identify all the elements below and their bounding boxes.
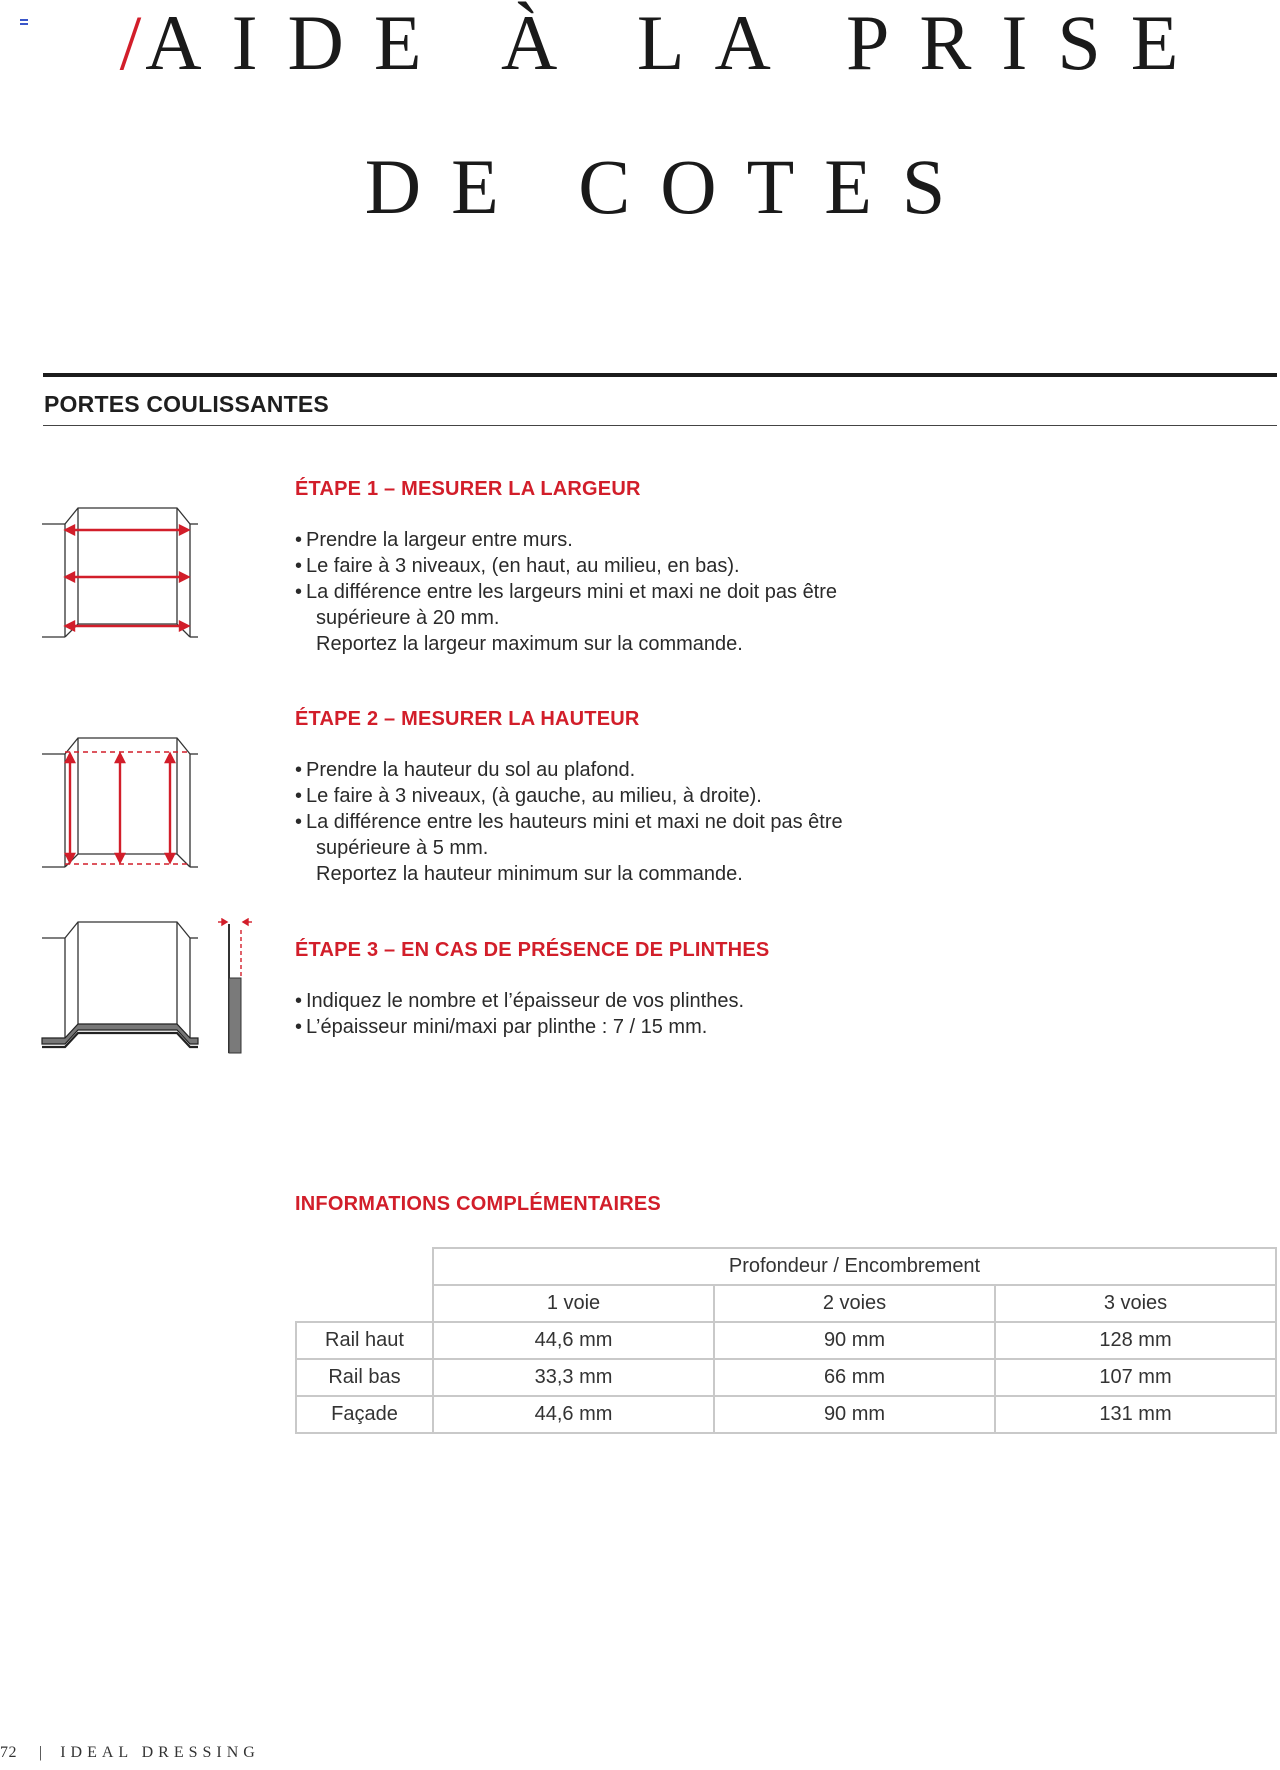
footer-brand: IDEAL DRESSING — [60, 1744, 260, 1761]
row-label: Rail haut — [296, 1322, 433, 1359]
section-title: PORTES COULISSANTES — [44, 391, 329, 417]
table-cell: 128 mm — [995, 1322, 1276, 1359]
step-2-bullets — [295, 757, 843, 887]
baseboard-thickness-icon — [216, 918, 262, 1054]
table-group-header: Profondeur / Encombrement — [433, 1248, 1276, 1285]
step-1-bullets — [295, 527, 837, 657]
height-measure-diagram-icon — [40, 734, 202, 870]
table-cell: 66 mm — [714, 1359, 995, 1396]
table-columns-row — [296, 1285, 1276, 1322]
width-measure-diagram-icon — [40, 504, 202, 640]
row-label: Façade — [296, 1396, 433, 1433]
table-cell: 44,6 mm — [433, 1396, 714, 1433]
table-row — [296, 1359, 1276, 1396]
list-item: • Le faire à 3 niveaux, (en haut, au milieu, en bas). — [295, 555, 740, 577]
column-header: 2 voies — [714, 1285, 995, 1322]
step-3-bullets — [295, 988, 744, 1040]
list-item: • Prendre la hauteur du sol au plafond. — [295, 759, 636, 781]
section-bottom-rule — [43, 425, 1277, 426]
step-3-heading: ÉTAPE 3 – EN CAS DE PRÉSENCE DE PLINTHES — [295, 939, 770, 961]
list-item: • L’épaisseur mini/maxi par plinthe : 7 / 15 mm. — [295, 1016, 708, 1038]
table-cell: 131 mm — [995, 1396, 1276, 1433]
table-cell: 90 mm — [714, 1322, 995, 1359]
table-cell: 107 mm — [995, 1359, 1276, 1396]
table-row — [296, 1396, 1276, 1433]
page-title-line-2: DE COTES — [364, 143, 976, 230]
section-top-rule — [43, 373, 1277, 377]
table-cell: 33,3 mm — [433, 1359, 714, 1396]
list-item: • Le faire à 3 niveaux, (à gauche, au milieu, à droite). — [295, 785, 762, 807]
list-item: • Indiquez le nombre et l’épaisseur de vos plinthes. — [295, 990, 745, 1012]
list-item: • La différence entre les largeurs mini et maxi ne doit pas être supérieure à 20 mm. Reportez la largeur maximum sur la commande. — [295, 581, 838, 655]
page-title-line-1 — [0, 0, 1280, 86]
step-1-heading: ÉTAPE 1 – MESURER LA LARGEUR — [295, 478, 641, 500]
table-cell: 90 mm — [714, 1396, 995, 1433]
page-number: 72 — [0, 1744, 17, 1761]
step-2-heading: ÉTAPE 2 – MESURER LA HAUTEUR — [295, 708, 640, 730]
title-slash: / — [119, 0, 146, 86]
table-row — [296, 1322, 1276, 1359]
row-label: Rail bas — [296, 1359, 433, 1396]
title-line-1-text: AIDE À LA PRISE — [145, 0, 1209, 86]
list-item: • Prendre la largeur entre murs. — [295, 529, 573, 551]
table-header-row — [296, 1248, 1276, 1285]
footer-separator: | — [39, 1744, 43, 1761]
table-cell: 44,6 mm — [433, 1322, 714, 1359]
rail-dimensions-table — [295, 1247, 1277, 1434]
column-header: 1 voie — [433, 1285, 714, 1322]
info-heading: INFORMATIONS COMPLÉMENTAIRES — [295, 1193, 661, 1215]
page-footer — [0, 1744, 260, 1762]
column-header: 3 voies — [995, 1285, 1276, 1322]
baseboard-diagram-icon — [40, 918, 202, 1054]
list-item: • La différence entre les hauteurs mini et maxi ne doit pas être supérieure à 5 mm. Reportez la hauteur minimum sur la commande. — [295, 811, 843, 885]
